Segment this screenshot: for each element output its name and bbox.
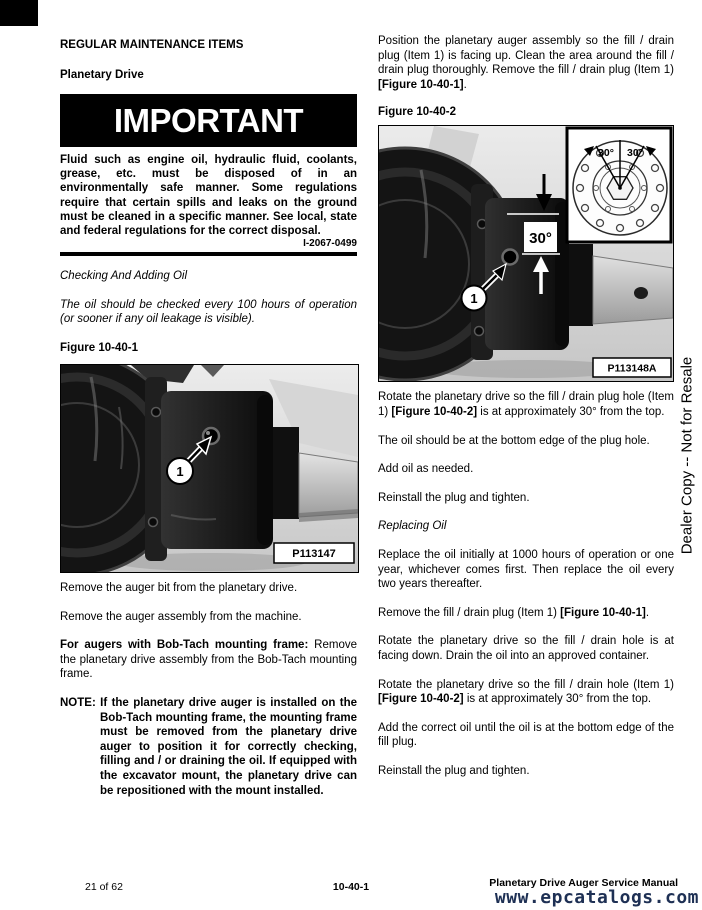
important-banner: IMPORTANT: [60, 94, 357, 147]
para-add-oil: Add oil as needed.: [378, 463, 474, 476]
note-label: NOTE:: [60, 696, 96, 709]
page-indicator: 21 of 62: [85, 881, 123, 893]
inset-angle-left: 30°: [598, 147, 614, 160]
para-position-text: Position the planetary auger assembly so the fill / drain plug (Item 1) is facing up. Clean the area around the fill / drain plug thoroughly. Remove the fill / drain plug (Item 1): [378, 35, 674, 77]
subsection-title: Planetary Drive: [60, 69, 144, 81]
checking-intro: The oil should be checked every 100 hours of operation (or sooner if any oil leakage is visible).: [60, 298, 357, 326]
para-replace-initial: Replace the oil initially at 1000 hours of operation or one year, whichever comes first. Then replace the oil every two years thereafter.: [378, 548, 674, 591]
para-reinstall-2: Reinstall the plug and tighten.: [378, 764, 530, 777]
angle-label: 30°: [529, 230, 552, 248]
figure-reference: [Figure 10-40-2]: [391, 405, 478, 418]
important-body: Fluid such as engine oil, hydraulic fluid, coolants, grease, etc. must be disposed of in an environmentally safe manner. Some regulations require that certain spills and leaks on the ground must be cleaned in a specific manner. See local, state and federal regulations for the correct disposal.: [60, 154, 357, 238]
callout-1: [167, 458, 193, 484]
figure-10-40-2-photo: [378, 125, 674, 382]
figure2-label: Figure 10-40-2: [378, 106, 456, 119]
note-paragraph: [60, 696, 357, 798]
checking-heading: Checking And Adding Oil: [60, 270, 187, 283]
drive-housing: [471, 184, 569, 360]
para-remove-plug-end: .: [645, 606, 650, 619]
para-remove-plug: [378, 606, 674, 621]
figure-reference: [Figure 10-40-2]: [378, 693, 464, 706]
para-rotate2-end: is at approximately 30° from the top.: [463, 693, 652, 706]
scan-corner-artifact: [0, 0, 38, 26]
figure-10-40-1-photo: [60, 364, 359, 573]
important-code: I-2067-0499: [303, 238, 357, 250]
photo-id: P113148A: [607, 362, 657, 375]
figure1-label: Figure 10-40-1: [60, 342, 138, 354]
fill-drain-plug: [503, 250, 518, 265]
para-add-correct: Add the correct oil until the oil is at the bottom edge of the fill plug.: [378, 721, 674, 749]
para-rotate1-end: is at approximately 30° from the top.: [477, 405, 665, 418]
right-column: [378, 34, 674, 778]
para-position: [378, 34, 674, 92]
para-rotate1-text: Rotate the planetary drive so the fill / drain plug hole (Item 1): [378, 391, 674, 418]
replacing-heading: Replacing Oil: [378, 520, 447, 533]
para-bobtach: [60, 638, 357, 682]
photo-id: P113147: [292, 548, 336, 560]
manual-title: Planetary Drive Auger Service Manual: [489, 877, 678, 889]
callout-1: [462, 286, 487, 311]
section-title: REGULAR MAINTENANCE ITEMS: [60, 39, 244, 51]
horizontal-rule: [60, 252, 357, 256]
site-watermark: www.epcatalogs.com: [494, 887, 699, 908]
para-remove-plug-text: Remove the fill / drain plug (Item 1): [378, 606, 561, 619]
callout-1-number: 1: [176, 464, 184, 479]
para-remove-assembly: Remove the auger assembly from the machine.: [60, 610, 302, 623]
photo-id-box: [593, 358, 671, 377]
photo-id-box: [274, 543, 354, 563]
para-rotate-down: Rotate the planetary drive so the fill / drain hole is at facing down. Drain the oil into an approved container.: [378, 635, 674, 662]
para-rotate1: [378, 390, 674, 419]
figure-reference: [Figure 10-40-1]: [560, 606, 646, 619]
para-oil-bottom: The oil should be at the bottom edge of the plug hole.: [378, 434, 650, 447]
drive-housing: [145, 377, 273, 561]
inset-angle-right: 30°: [627, 147, 643, 160]
callout-1-number: 1: [470, 291, 478, 307]
angle-inset-diagram: [567, 128, 671, 242]
para-remove-bit: Remove the auger bit from the planetary drive.: [60, 582, 298, 594]
left-column: [60, 38, 357, 798]
para-rotate2: [378, 678, 674, 707]
note-body: If the planetary drive auger is installed on the Bob-Tach mounting frame, the mounting frame must be removed from the planetary drive auger to position it for correctly checking, filling and / or draining the oil. If equipped with the excavator mount, the planetary drive can be repositioned with the mount installed.: [100, 696, 357, 797]
dealer-copy-watermark: Dealer Copy -- Not for Resale: [678, 356, 696, 555]
para-bobtach-rest: Remove the planetary drive assembly from the Bob-Tach mounting frame.: [60, 639, 357, 681]
para-rotate2-text: Rotate the planetary drive so the fill / drain hole (Item 1): [378, 678, 674, 691]
para-position-end: .: [463, 78, 467, 91]
section-code: 10-40-1: [332, 881, 370, 893]
para-reinstall-1: Reinstall the plug and tighten.: [378, 491, 530, 504]
para-bobtach-lead: For augers with Bob-Tach mounting frame:: [60, 639, 309, 652]
figure-reference: [Figure 10-40-1]: [378, 78, 464, 91]
